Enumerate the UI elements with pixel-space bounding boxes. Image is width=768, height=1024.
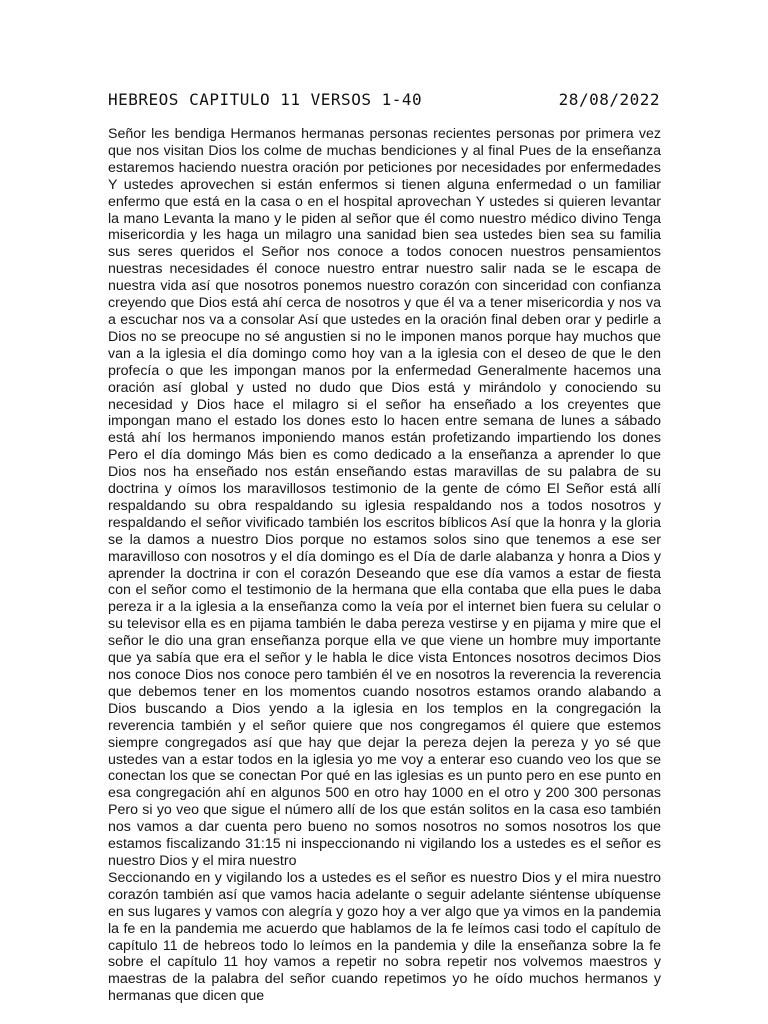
document-body bbox=[108, 126, 661, 1005]
body-paragraph: Seccionando en y vigilando los a ustedes es el señor es nuestro Dios y el mira nuestro corazón también así que vamos hacia adelante o seguir adelante siéntense ubíquense en sus lugares y vamos con alegría y gozo hoy a ver algo que ya vimos en la pandemia la fe en la pandemia me acuerdo que hablamos de la fe leímos casi todo el capítulo de capítulo 11 de hebreos todo lo leímos en la pandemia y dile la enseñanza sobre la fe sobre el capítulo 11 hoy vamos a repetir no sobra repetir nos volvemos maestros y maestras de la palabra del señor cuando repetimos yo he oído muchos hermanos y hermanas que dicen que bbox=[108, 869, 661, 1005]
document-title: HEBREOS CAPITULO 11 VERSOS 1-40 bbox=[108, 90, 423, 109]
body-paragraph: Señor les bendiga Hermanos hermanas personas recientes personas por primera vez que nos visitan Dios los colme de muchas bendiciones y al final Pues de la enseñanza estaremos haciendo nuestra oración por peticiones por necesidades por enfermedades Y ustedes aprovechen si están enfermos si tienen alguna enfermedad o un familiar enfermo que está en la casa o en el hospital aprovechan Y ustedes si quieren levantar la mano Levanta la mano y le piden al señor que él como nuestro médico divino Tenga misericordia y les haga un milagro una sanidad bien sea ustedes bien sea su familia sus seres queridos el Señor nos conoce a todos conocen nuestros pensamientos nuestras necesidades él conoce nuestro entrar nuestro salir nada se le escapa de nuestra vida así que nosotros ponemos nuestro corazón con sinceridad con confianza creyendo que Dios está ahí cerca de nosotros y que él va a tener misericordia y nos va a escuchar nos va a consolar Así que ustedes en la oración final deben orar y pedirle a Dios no se preocupe no sé angustien si no le imponen manos porque hay muchos que van a la iglesia el día domingo como hoy van a la iglesia con el deseo de que le den profecía o que les impongan manos por la enfermedad Generalmente hacemos una oración así global y usted no dudo que Dios está y mirándolo y conociendo su necesidad y Dios hace el milagro si el señor ha enseñado a los creyentes que impongan mano el estado los dones esto lo hacen entre semana de lunes a sábado está ahí los hermanos imponiendo manos están profetizando impartiendo los dones Pero el día domingo Más bien es como dedicado a la enseñanza a aprender lo que Dios nos ha enseñado nos están enseñando estas maravillas de su palabra de su doctrina y oímos los maravillosos testimonio de la gente de cómo El Señor está allí respaldando su obra respaldando su iglesia respaldando nos a todos nosotros y respaldando el señor vivificado también los escritos bíblicos Así que la honra y la gloria se la damos a nuestro Dios porque no estamos solos sino que tenemos a ese ser maravilloso con nosotros y el día domingo es el Día de darle alabanza y honra a Dios y aprender la doctrina ir con el corazón Deseando que ese día vamos a estar de fiesta con el señor como el testimonio de la hermana que ella contaba que ella pues le daba pereza ir a la iglesia a la enseñanza como la veía por el internet bien fuera su celular o su televisor ella es en pijama también le daba pereza vestirse y en pijama y mire que el señor le dio una gran enseñanza porque ella ve que viene un hombre muy importante que ya sabía que era el señor y le habla le dice vista Entonces nosotros decimos Dios nos conoce Dios nos conoce pero también él ve en nosotros la reverencia la reverencia que debemos tener en los momentos cuando nosotros estamos orando alabando a Dios buscando a Dios yendo a la iglesia en los templos en la congregación la reverencia también y el señor quiere que nos congregamos él quiere que estemos siempre congregados así que hay que dejar la pereza dejen la pereza y yo sé que ustedes van a estar todos en la iglesia yo me voy a enterar eso cuando veo los que se conectan los que se conectan Por qué en las iglesias es un punto pero en ese punto en esa congregación ahí en algunos 500 en otro hay 1000 en el otro y 200 300 personas Pero si yo veo que sigue el número allí de los que están solitos en la casa eso también nos vamos a dar cuenta pero bueno no somos nosotros no somos nosotros los que estamos fiscalizando 31:15 ni inspeccionando ni vigilando los a ustedes es el señor es nuestro Dios y el mira nuestro bbox=[108, 126, 661, 869]
document-header bbox=[108, 90, 660, 114]
document-date: 28/08/2022 bbox=[558, 90, 660, 109]
